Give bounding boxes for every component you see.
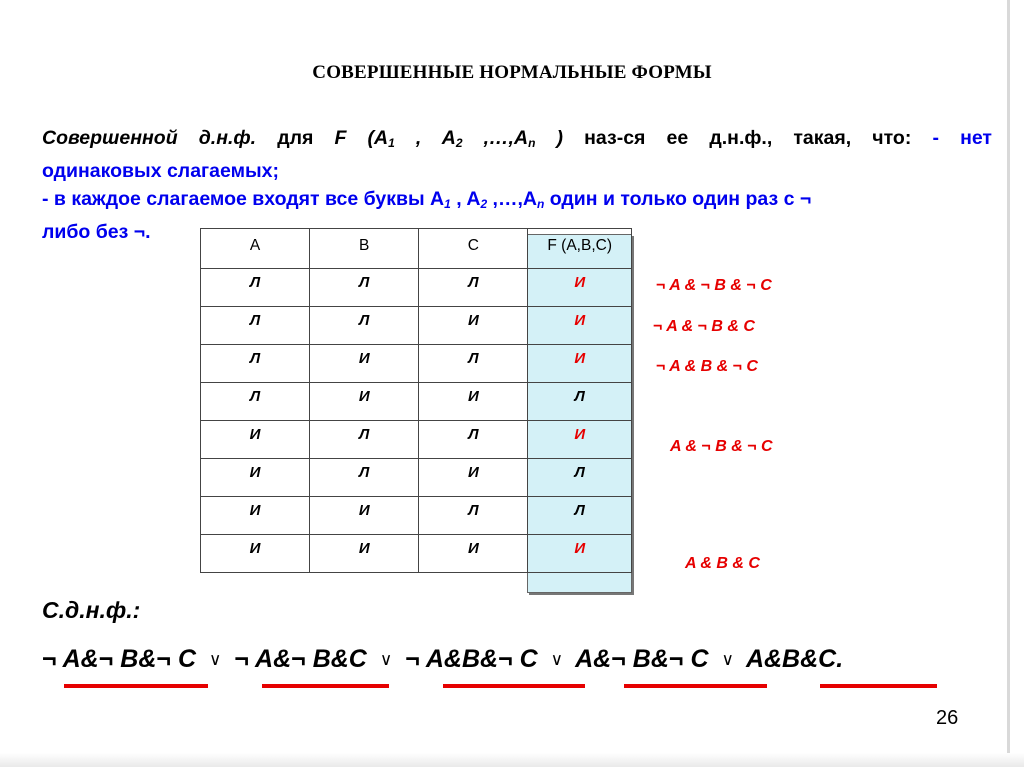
sdnf-label: С.д.н.ф.: xyxy=(42,597,141,623)
header-a: A xyxy=(201,229,310,269)
minterm-row-5: A & ¬ B & ¬ C xyxy=(670,438,773,455)
cell-c: И xyxy=(419,535,528,573)
cell-a: И xyxy=(201,459,310,497)
cell-c: И xyxy=(419,459,528,497)
cell-f: Л xyxy=(528,383,632,421)
cell-c: Л xyxy=(419,497,528,535)
cell-c: Л xyxy=(419,421,528,459)
page-number: 26 xyxy=(936,707,959,729)
cell-a: Л xyxy=(201,269,310,307)
cell-b: Л xyxy=(310,307,419,345)
table-row xyxy=(201,459,632,497)
minterm-row-3: ¬ A & B & ¬ C xyxy=(656,358,758,375)
cell-c: Л xyxy=(419,345,528,383)
table-row xyxy=(201,535,632,573)
header-f: F (A,B,C) xyxy=(528,229,632,269)
minterm-row-2: ¬ A & ¬ B & C xyxy=(653,318,755,335)
or-operator: ∨ xyxy=(721,650,734,669)
header-b: B xyxy=(310,229,419,269)
cell-b: И xyxy=(310,383,419,421)
definition-line-1 xyxy=(42,124,992,157)
table-row xyxy=(201,307,632,345)
truth-table-container xyxy=(200,228,632,593)
cell-b: Л xyxy=(310,459,419,497)
definition-line-2: одинаковых слагаемых; xyxy=(42,160,280,182)
cell-b: Л xyxy=(310,421,419,459)
or-operator: ∨ xyxy=(379,650,393,669)
term-4-underline xyxy=(624,684,767,688)
cell-a: Л xyxy=(201,345,310,383)
or-operator: ∨ xyxy=(550,650,564,669)
table-row xyxy=(201,497,632,535)
slide-title: СОВЕРШЕННЫЕ НОРМАЛЬНЫЕ ФОРМЫ xyxy=(312,62,712,83)
minterm-row-8: A & B & C xyxy=(685,555,760,572)
table-row xyxy=(201,383,632,421)
minterm-row-1: ¬ A & ¬ B & ¬ C xyxy=(656,277,772,294)
cell-f: Л xyxy=(528,497,632,535)
term-2-underline xyxy=(262,684,389,688)
term-3-underline xyxy=(443,684,585,688)
cell-a: И xyxy=(201,421,310,459)
definition-rest: наз-ся ее д.н.ф., такая, что: xyxy=(584,127,912,149)
cell-c: Л xyxy=(419,269,528,307)
cell-b: Л xyxy=(310,269,419,307)
cell-f: И xyxy=(528,269,632,307)
definition-line-4: либо без ¬. xyxy=(42,221,151,243)
cell-f: И xyxy=(528,345,632,383)
sdnf-term-3: ¬ A&B&¬ C xyxy=(405,645,538,673)
or-operator: ∨ xyxy=(208,650,222,669)
cell-a: Л xyxy=(201,307,310,345)
word-for: для xyxy=(277,127,314,149)
sdnf-term-4: A&¬ B&¬ C xyxy=(575,645,709,673)
sdnf-term-5: A&B&C. xyxy=(745,645,844,673)
cell-f: И xyxy=(528,421,632,459)
cell-a: И xyxy=(201,497,310,535)
table-header-row xyxy=(201,229,632,269)
table-row xyxy=(201,421,632,459)
term-perfect: Совершенной xyxy=(42,127,178,149)
header-c: C xyxy=(419,229,528,269)
sdnf-formula xyxy=(42,645,843,674)
cell-c: И xyxy=(419,307,528,345)
truth-table xyxy=(200,228,632,573)
cell-b: И xyxy=(310,535,419,573)
table-row xyxy=(201,269,632,307)
function-signature: F ($A_1$ , $A_2$ $,\dots,A_n$ ) xyxy=(334,127,564,150)
condition-1-start: - нет xyxy=(932,127,992,149)
sdnf-term-1: ¬ A&¬ B&¬ C xyxy=(42,645,197,673)
cell-f: Л xyxy=(528,459,632,497)
cell-a: Л xyxy=(201,383,310,421)
table-row xyxy=(201,345,632,383)
cell-f: И xyxy=(528,535,632,573)
term-1-underline xyxy=(64,684,208,688)
cell-a: И xyxy=(201,535,310,573)
slide-bottom-edge xyxy=(0,753,1024,767)
cell-b: И xyxy=(310,497,419,535)
sdnf-term-2: ¬ A&¬ B&C xyxy=(234,645,367,673)
cell-f: И xyxy=(528,307,632,345)
definition-line-3: - в каждое слагаемое входят все буквы $A_1$ , $A_2$ $,\dots,A_n$ один и только один раз с ¬ xyxy=(42,188,812,211)
cell-b: И xyxy=(310,345,419,383)
term-dnf: д.н.ф. xyxy=(198,127,257,149)
cell-c: И xyxy=(419,383,528,421)
term-5-underline xyxy=(820,684,937,688)
